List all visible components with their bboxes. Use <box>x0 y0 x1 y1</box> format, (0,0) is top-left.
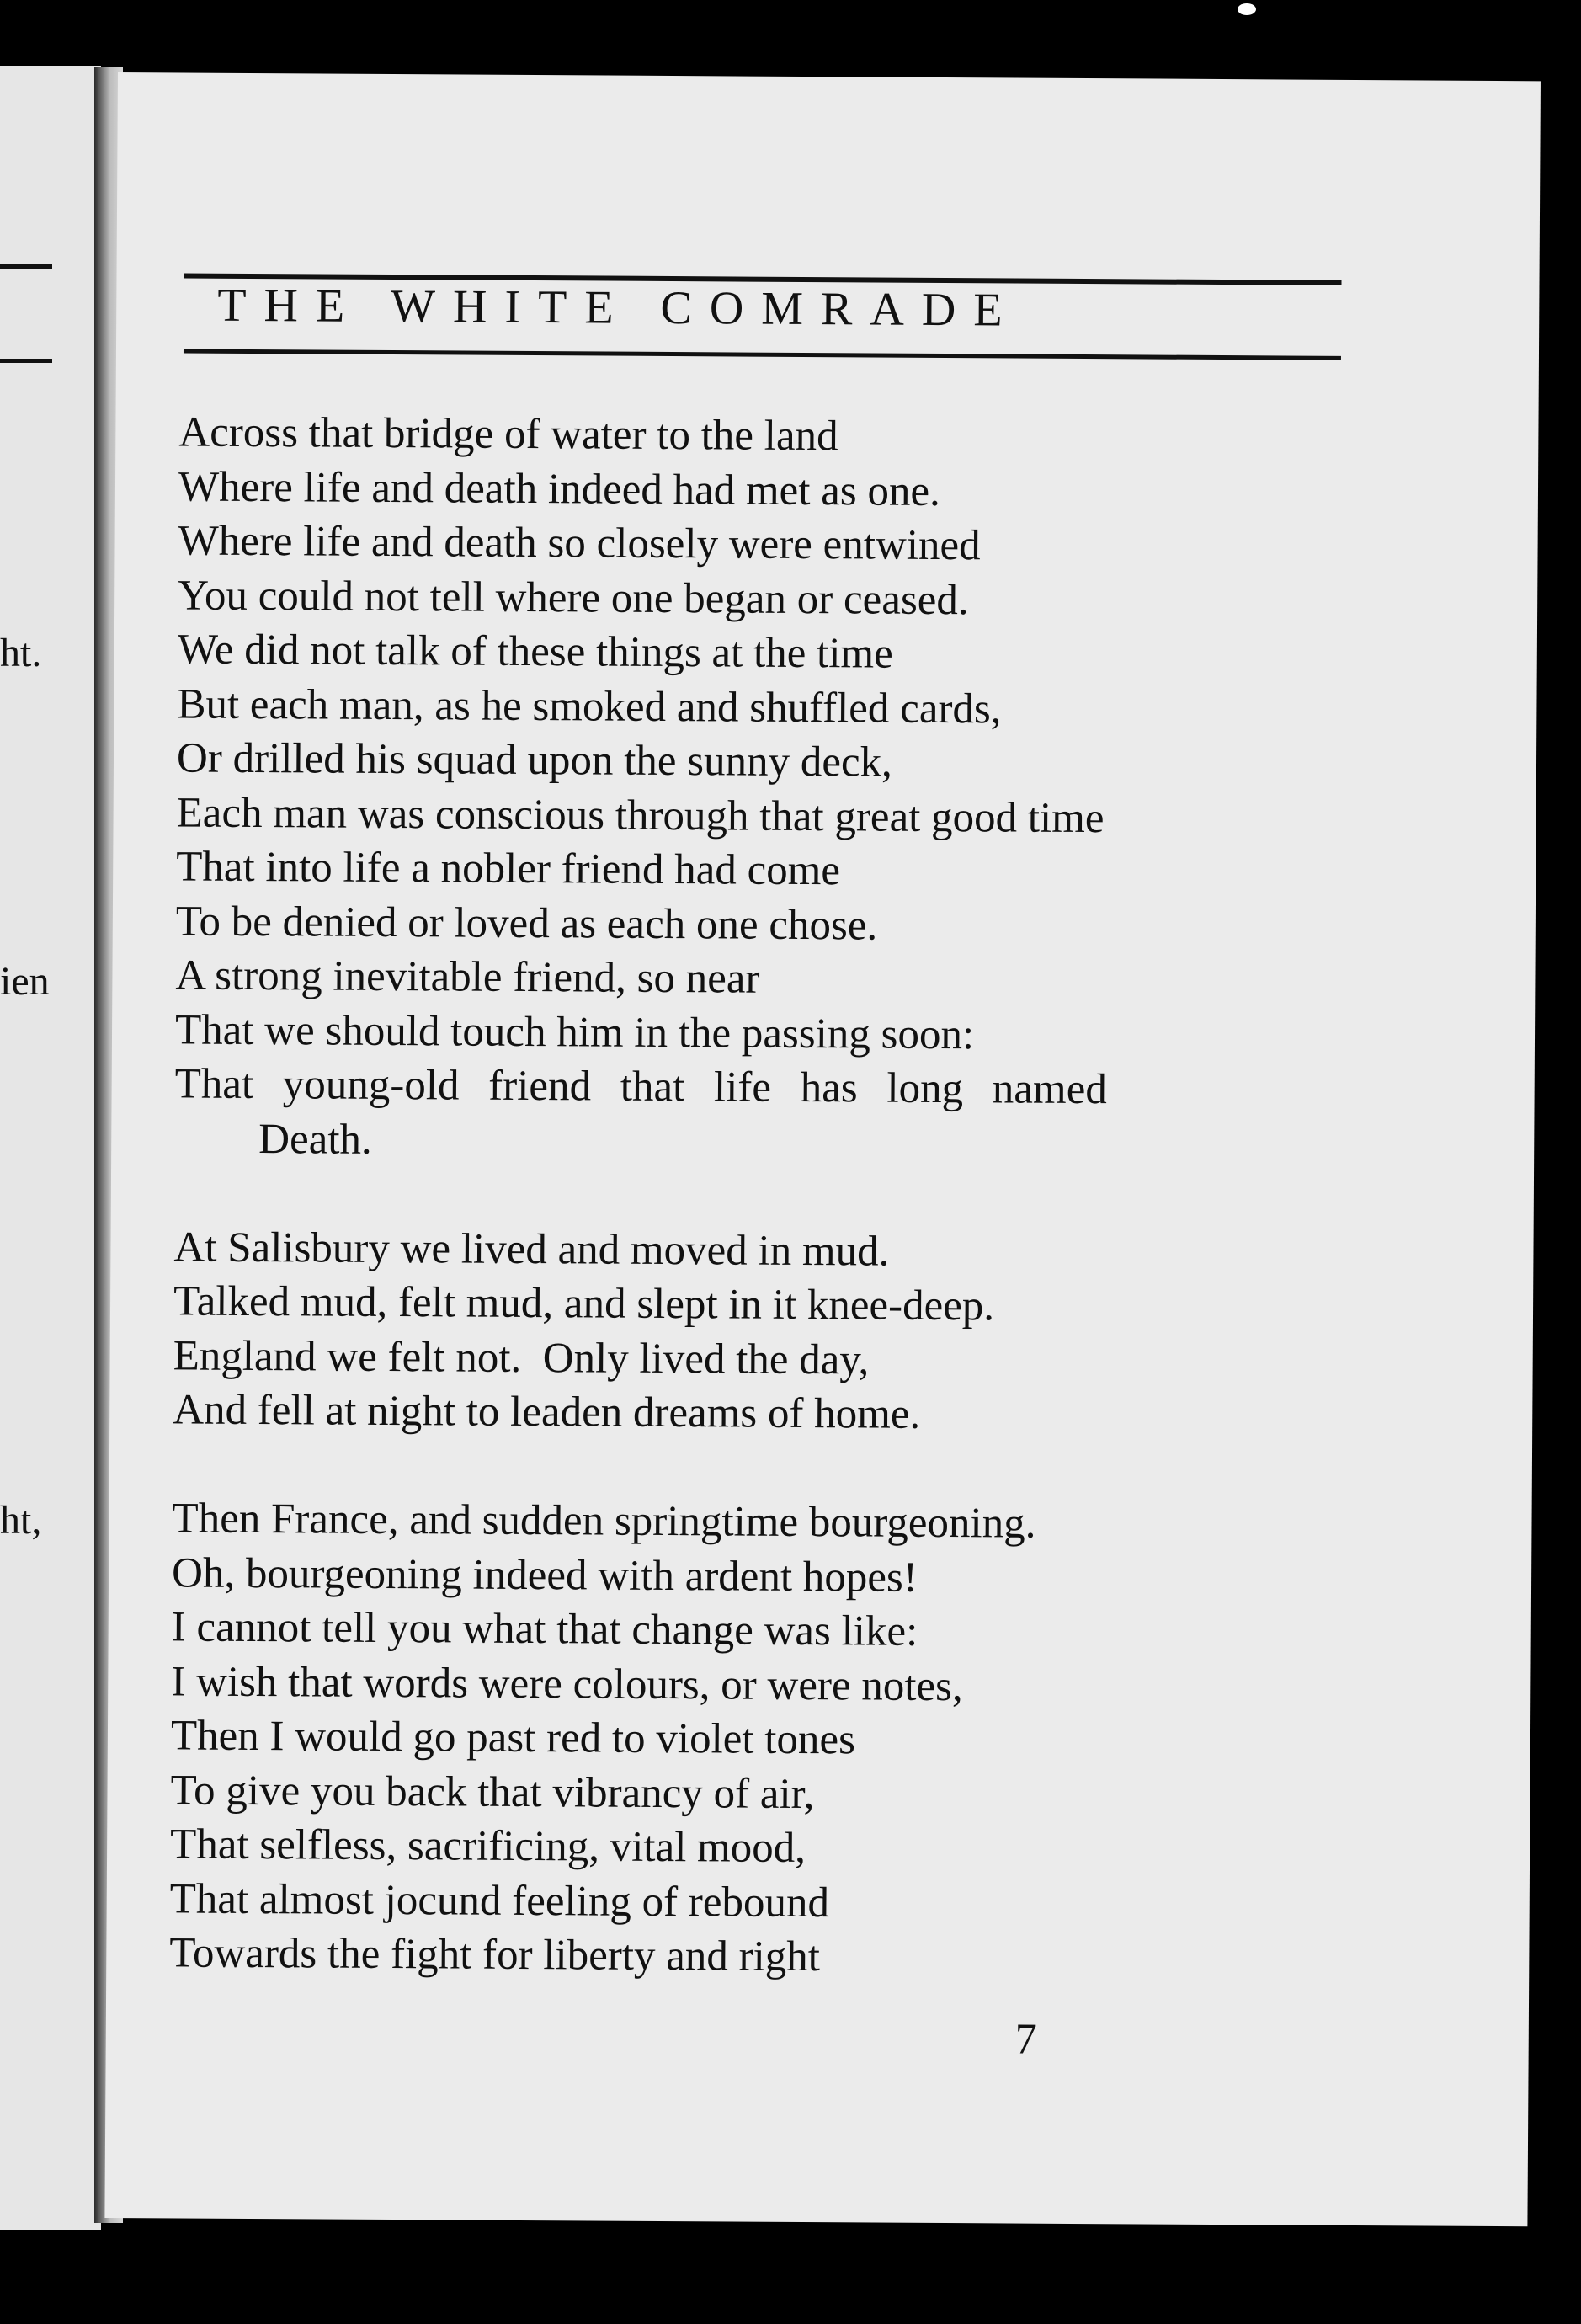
poem-line: Or drilled his squad upon the sunny deck, <box>176 734 893 786</box>
page-number: 7 <box>1014 2015 1037 2064</box>
header-rule-bottom <box>184 349 1341 360</box>
poem-line: That almost jocund feeling of rebound <box>169 1874 830 1927</box>
poem-line: At Salisbury we lived and moved in mud. <box>173 1223 890 1276</box>
poem-line: A strong inevitable friend, so near <box>175 951 760 1003</box>
left-page-fragment: ht. <box>0 631 42 675</box>
poem-line: Then France, and sudden springtime bourgeoning. <box>172 1495 1036 1548</box>
poem-line: To be denied or loved as each one chose. <box>175 897 878 950</box>
poem-line: Then I would go past red to violet tones <box>170 1712 856 1764</box>
poem-line: That selfless, sacrificing, vital mood, <box>169 1820 806 1873</box>
poem-line: That young-old friend that life has long named <box>174 1060 1107 1114</box>
running-head: THE WHITE COMRADE <box>217 279 1020 337</box>
left-page-edge <box>0 66 101 2230</box>
poem-line: Each man was conscious through that great good time <box>176 788 1105 842</box>
poem-line: And fell at night to leaden dreams of home. <box>173 1386 921 1438</box>
poem-line: Towards the fight for liberty and right <box>169 1929 821 1981</box>
poem-line: Talked mud, felt mud, and slept in it knee-deep. <box>173 1277 995 1330</box>
poem-line: I wish that words were colours, or were notes, <box>171 1657 963 1710</box>
poem-line: We did not talk of these things at the time <box>177 626 893 678</box>
poem-line: That we should touch him in the passing soon: <box>174 1005 975 1058</box>
poem-line: Oh, bourgeoning indeed with ardent hopes! <box>171 1548 918 1602</box>
stanza-break <box>174 1165 1336 1227</box>
poem-line: Where life and death so closely were entwined <box>178 517 981 570</box>
left-page-fragment: ien <box>0 959 50 1004</box>
poem-line: Where life and death indeed had met as one. <box>178 462 941 515</box>
poem-line: But each man, as he smoked and shuffled cards, <box>177 680 1002 733</box>
left-page-rule-top <box>0 264 52 269</box>
book-page <box>104 72 1541 2226</box>
poem-line: That into life a nobler friend had come <box>176 843 841 895</box>
stanza-break <box>173 1437 1334 1499</box>
left-page-fragment: ht, <box>0 1498 42 1543</box>
left-page-rule-bottom <box>0 359 52 363</box>
poem-line-runover: Death. <box>258 1115 372 1164</box>
scan-speck <box>1238 3 1256 15</box>
poem-line: You could not tell where one began or ceased. <box>178 571 969 624</box>
poem-line: To give you back that vibrancy of air, <box>170 1766 815 1818</box>
poem-line: England we felt not. Only lived the day, <box>173 1331 870 1383</box>
poem-line: I cannot tell you what that change was like: <box>171 1603 918 1655</box>
poem-body <box>169 405 1340 1987</box>
poem-line: Across that bridge of water to the land <box>178 408 838 461</box>
